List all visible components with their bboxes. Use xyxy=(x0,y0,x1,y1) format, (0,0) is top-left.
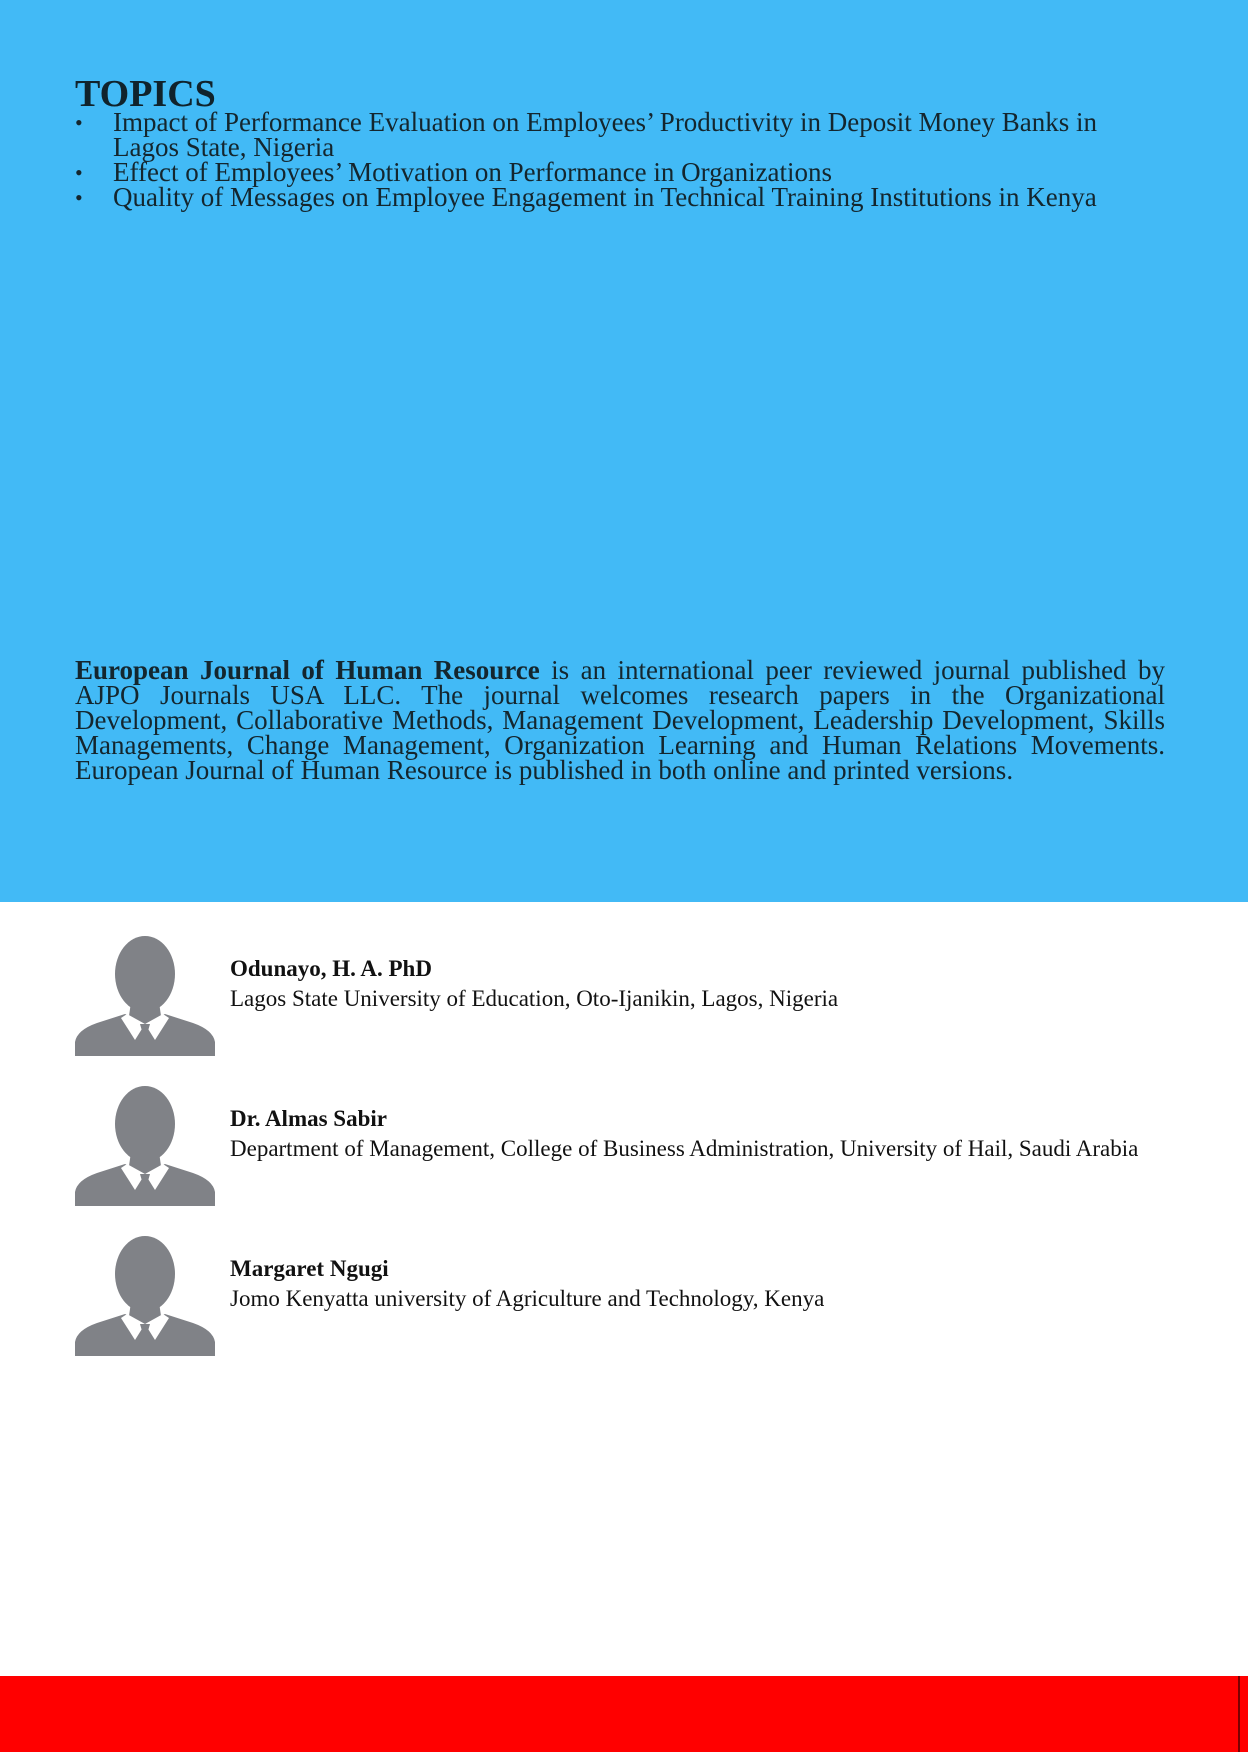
journal-description-text: is an international peer reviewed journal published by AJPO Journals USA LLC. The journal welcomes research papers in the Organizational Development, Collaborative Methods, Management Development, Leadership Development, Skills Managements, Change Management, Organization Learning and Human Relations Movements. European Journal of Human Resource is published in both online and printed versions. xyxy=(75,655,1165,785)
author-card xyxy=(75,1232,1175,1356)
author-name: Margaret Ngugi xyxy=(230,1256,389,1281)
topics-list xyxy=(75,107,1155,212)
topic-text: Effect of Employees’ Motivation on Performance in Organizations xyxy=(113,157,833,187)
person-silhouette-icon xyxy=(75,1082,215,1206)
journal-description xyxy=(75,655,1165,785)
author-affiliation: Department of Management, College of Business Administration, University of Hail, Saudi Arabia xyxy=(230,1136,1139,1161)
journal-name: European Journal of Human Resource xyxy=(75,655,540,685)
author-name: Dr. Almas Sabir xyxy=(230,1106,387,1131)
author-name: Odunayo, H. A. PhD xyxy=(230,956,432,981)
bullet-icon: • xyxy=(75,185,83,210)
footer-band-edge xyxy=(1238,1676,1240,1752)
topic-text: Impact of Performance Evaluation on Employees’ Productivity in Deposit Money Banks in Lagos State, Nigeria xyxy=(113,107,1098,162)
person-silhouette-icon xyxy=(75,932,215,1056)
person-silhouette-icon xyxy=(75,1232,215,1356)
bullet-icon: • xyxy=(75,110,83,135)
author-affiliation: Jomo Kenyatta university of Agriculture and Technology, Kenya xyxy=(230,1286,825,1311)
footer-band xyxy=(0,1676,1248,1752)
bullet-icon: • xyxy=(75,160,83,185)
topic-text: Quality of Messages on Employee Engagement in Technical Training Institutions in Kenya xyxy=(113,182,1097,212)
author-card xyxy=(75,1082,1175,1206)
author-card xyxy=(75,932,1175,1056)
topic-item xyxy=(75,107,1155,162)
topics-title: TOPICS xyxy=(75,73,216,115)
topic-item xyxy=(75,182,1155,212)
author-affiliation: Lagos State University of Education, Oto-Ijanikin, Lagos, Nigeria xyxy=(230,986,839,1011)
